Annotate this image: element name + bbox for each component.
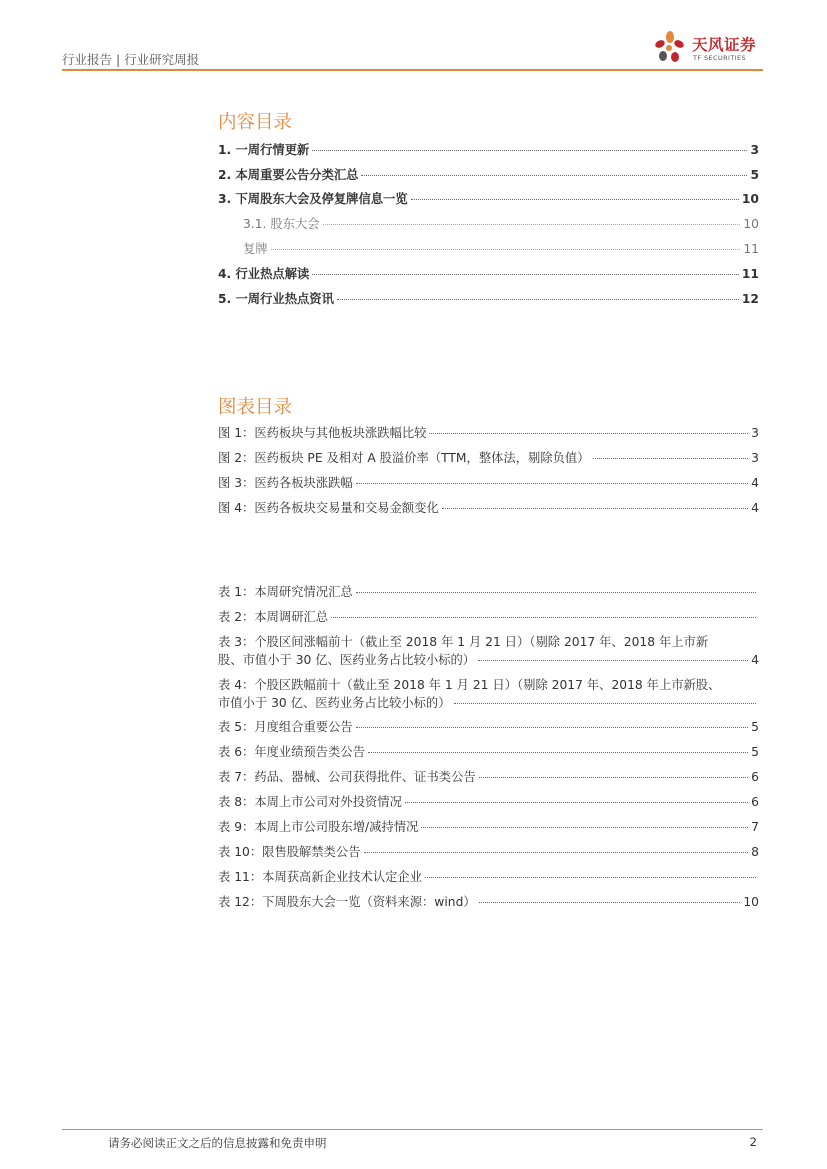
toc-entry-label: 3.1. 股东大会: [243, 217, 320, 231]
table-entry[interactable]: [218, 769, 759, 785]
table-entry-page: 6: [751, 770, 759, 784]
table-entry[interactable]: [218, 584, 759, 600]
table-entry-label: 表 11：本周获高新企业技术认定企业: [218, 870, 423, 884]
table-entry-label-line2: 市值小于 30 亿、医药业务占比较小标的）: [218, 696, 451, 710]
logo-name: 天风证券: [692, 36, 757, 54]
leader-dots: [454, 703, 756, 704]
logo-flower-icon: [650, 28, 692, 70]
toc-subentry[interactable]: [243, 216, 759, 232]
table-entry-label: 表 1：本周研究情况汇总: [218, 585, 353, 599]
toc-entry-page: 10: [741, 192, 759, 206]
table-entry[interactable]: [218, 869, 759, 885]
leader-dots: [425, 877, 756, 878]
toc-entry[interactable]: [218, 142, 759, 158]
table-entry-label: 表 5：月度组合重要公告: [218, 720, 353, 734]
figure-entry[interactable]: [218, 475, 759, 491]
figure-entry[interactable]: [218, 450, 759, 466]
toc-entry-label: 4. 行业热点解读: [218, 267, 310, 281]
leader-dots: [323, 224, 741, 225]
table-entry-label-line1: 表 4：个股区跌幅前十（截止至 2018 年 1 月 21 日）（剔除 2017 年、2018 年上市新股、: [218, 678, 721, 692]
footer-disclaimer: 请务必阅读正文之后的信息披露和免责申明: [108, 1136, 327, 1150]
table-entry[interactable]: [218, 609, 759, 625]
logo: [650, 28, 768, 70]
leader-dots: [356, 727, 748, 728]
leader-dots: [429, 433, 748, 434]
toc-entry-page: 3: [750, 143, 759, 157]
leader-dots: [356, 483, 748, 484]
toc-entry-label: 1. 一周行情更新: [218, 143, 310, 157]
page-number: 2: [749, 1135, 757, 1149]
toc-entry[interactable]: [218, 291, 759, 307]
figure-entry-page: 4: [751, 476, 759, 490]
toc-subentry[interactable]: [243, 241, 759, 257]
toc-entry-label: 5. 一周行业热点资讯: [218, 292, 334, 306]
table-entry-multiline[interactable]: [218, 676, 759, 712]
figure-entry-label: 图 2：医药板块 PE 及相对 A 股溢价率（TTM，整体法，剔除负值）: [218, 451, 590, 465]
figure-entry-label: 图 3：医药各板块涨跌幅: [218, 476, 353, 490]
leader-dots: [479, 902, 741, 903]
toc-entry-label: 3. 下周股东大会及停复牌信息一览: [218, 192, 408, 206]
header-divider: [62, 69, 763, 71]
leader-dots: [312, 274, 739, 275]
table-entry-page: 5: [751, 745, 759, 759]
report-category: 行业报告 | 行业研究周报: [62, 52, 200, 67]
toc-entry[interactable]: [218, 167, 759, 183]
leader-dots: [421, 827, 748, 828]
figure-entry-page: 3: [751, 426, 759, 440]
leader-dots: [364, 852, 749, 853]
toc-entry[interactable]: [218, 266, 759, 282]
table-entry-label-line1: 表 3：个股区间涨幅前十（截止至 2018 年 1 月 21 日）（剔除 2017 年、2018 年上市新: [218, 635, 709, 649]
leader-dots: [479, 777, 749, 778]
figure-entry-label: 图 4：医药各板块交易量和交易金额变化: [218, 501, 439, 515]
leader-dots: [411, 199, 739, 200]
logo-subtitle: TF SECURITIES: [693, 54, 747, 62]
table-entry-page: 7: [751, 820, 759, 834]
table-entry-label: 表 10：限售股解禁类公告: [218, 845, 361, 859]
table-entry[interactable]: [218, 819, 759, 835]
figure-entry[interactable]: [218, 500, 759, 516]
table-entry[interactable]: [218, 844, 759, 860]
toc-entry[interactable]: [218, 191, 759, 207]
figure-entry-page: 3: [751, 451, 759, 465]
table-entry-page: 10: [743, 895, 759, 909]
toc-entry-page: 12: [741, 292, 759, 306]
table-entry-multiline[interactable]: [218, 633, 759, 669]
toc-entry-label: 2. 本周重要公告分类汇总: [218, 168, 359, 182]
table-entry-label-line2: 股、市值小于 30 亿、医药业务占比较小标的）: [218, 653, 476, 667]
table-entry-page: 6: [751, 795, 759, 809]
toc-entry-page: 10: [743, 217, 759, 231]
figure-toc-title: 图表目录: [218, 397, 293, 418]
figure-entry-page: 4: [751, 501, 759, 515]
leader-dots: [337, 299, 739, 300]
leader-dots: [312, 150, 747, 151]
table-entry-page: 5: [751, 720, 759, 734]
table-entry[interactable]: [218, 744, 759, 760]
content-toc-title: 内容目录: [218, 112, 293, 133]
toc-entry-page: 11: [741, 267, 759, 281]
leader-dots: [271, 249, 741, 250]
table-entry-label: 表 8：本周上市公司对外投资情况: [218, 795, 402, 809]
table-entry[interactable]: [218, 894, 759, 910]
toc-entry-label: 复牌: [243, 242, 268, 256]
table-entry-page: 8: [751, 845, 759, 859]
leader-dots: [331, 617, 756, 618]
leader-dots: [442, 508, 748, 509]
table-entry-page: 4: [751, 653, 759, 667]
figure-entry[interactable]: [218, 425, 759, 441]
table-entry-label: 表 6：年度业绩预告类公告: [218, 745, 365, 759]
table-entry-label: 表 9：本周上市公司股东增/减持情况: [218, 820, 419, 834]
table-entry[interactable]: [218, 794, 759, 810]
toc-entry-page: 5: [750, 168, 759, 182]
table-entry-label: 表 7：药品、器械、公司获得批件、证书类公告: [218, 770, 476, 784]
toc-entry-page: 11: [743, 242, 759, 256]
leader-dots: [368, 752, 748, 753]
leader-dots: [356, 592, 756, 593]
leader-dots: [478, 660, 748, 661]
table-entry-label: 表 12：下周股东大会一览（资料来源：wind）: [218, 895, 476, 909]
leader-dots: [593, 458, 749, 459]
table-entry-label: 表 2：本周调研汇总: [218, 610, 329, 624]
leader-dots: [361, 175, 747, 176]
figure-entry-label: 图 1：医药板块与其他板块涨跌幅比较: [218, 426, 427, 440]
footer-divider: [62, 1129, 763, 1130]
table-entry[interactable]: [218, 719, 759, 735]
leader-dots: [405, 802, 748, 803]
